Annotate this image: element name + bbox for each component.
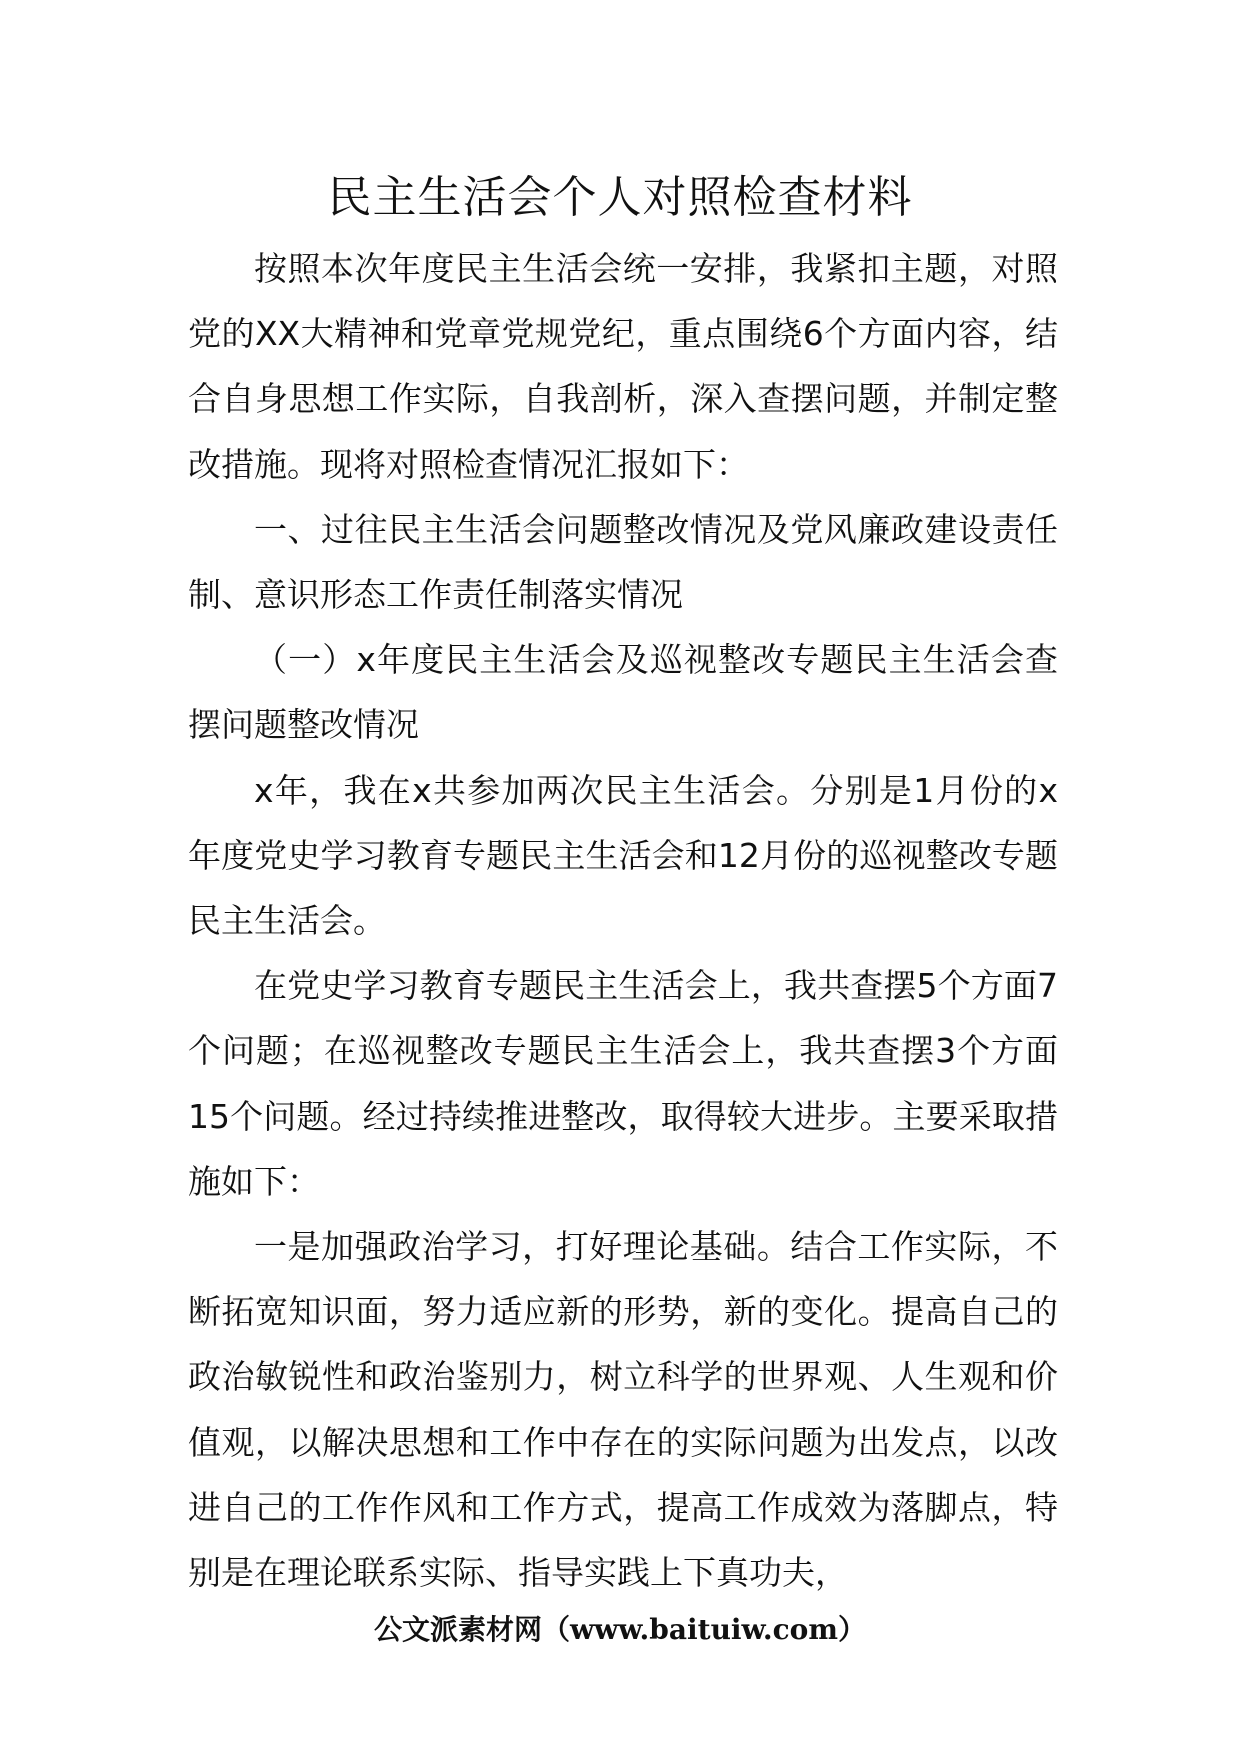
paragraph-issues: 在党史学习教育专题民主生活会上，我共查摆5个方面7个问题；在巡视整改专题民主生活会上，我共查摆3个方面15个问题。经过持续推进整改，取得较大进步。主要采取措施如下： [188,966,1058,1201]
paragraph-measure-1: 一是加强政治学习，打好理论基础。结合工作实际，不断拓宽知识面，努力适应新的形势，新的变化。提高自己的政治敏锐性和政治鉴别力，树立科学的世界观、人生观和价值观，以解决思想和工作中存在的实际问题为出发点，以改进自己的工作作风和工作方式，提高工作成效为落脚点，特别是在理论联系实际、指导实践上下真功夫， [188,1227,1058,1593]
heading-subsection-1: （一）x年度民主生活会及巡视整改专题民主生活会查摆问题整改情况 [188,640,1058,745]
paragraph-intro: 按照本次年度民主生活会统一安排，我紧扣主题，对照党的XX大精神和党章党规党纪，重点围绕6个方面内容，结合自身思想工作实际，自我剖析，深入查摆问题，并制定整改措施。现将对照检查情况汇报如下： [188,249,1058,484]
watermark-footer: 公文派素材网（www.baituiw.com） [374,1613,866,1646]
document-body [188,236,1058,1605]
document-title: 民主生活会个人对照检查材料 [327,172,913,223]
paragraph-meetings: x年，我在x共参加两次民主生活会。分别是1月份的x年度党史学习教育专题民主生活会和12月份的巡视整改专题民主生活会。 [188,770,1058,941]
heading-section-1: 一、过往民主生活会问题整改情况及党风廉政建设责任制、意识形态工作责任制落实情况 [188,509,1058,615]
